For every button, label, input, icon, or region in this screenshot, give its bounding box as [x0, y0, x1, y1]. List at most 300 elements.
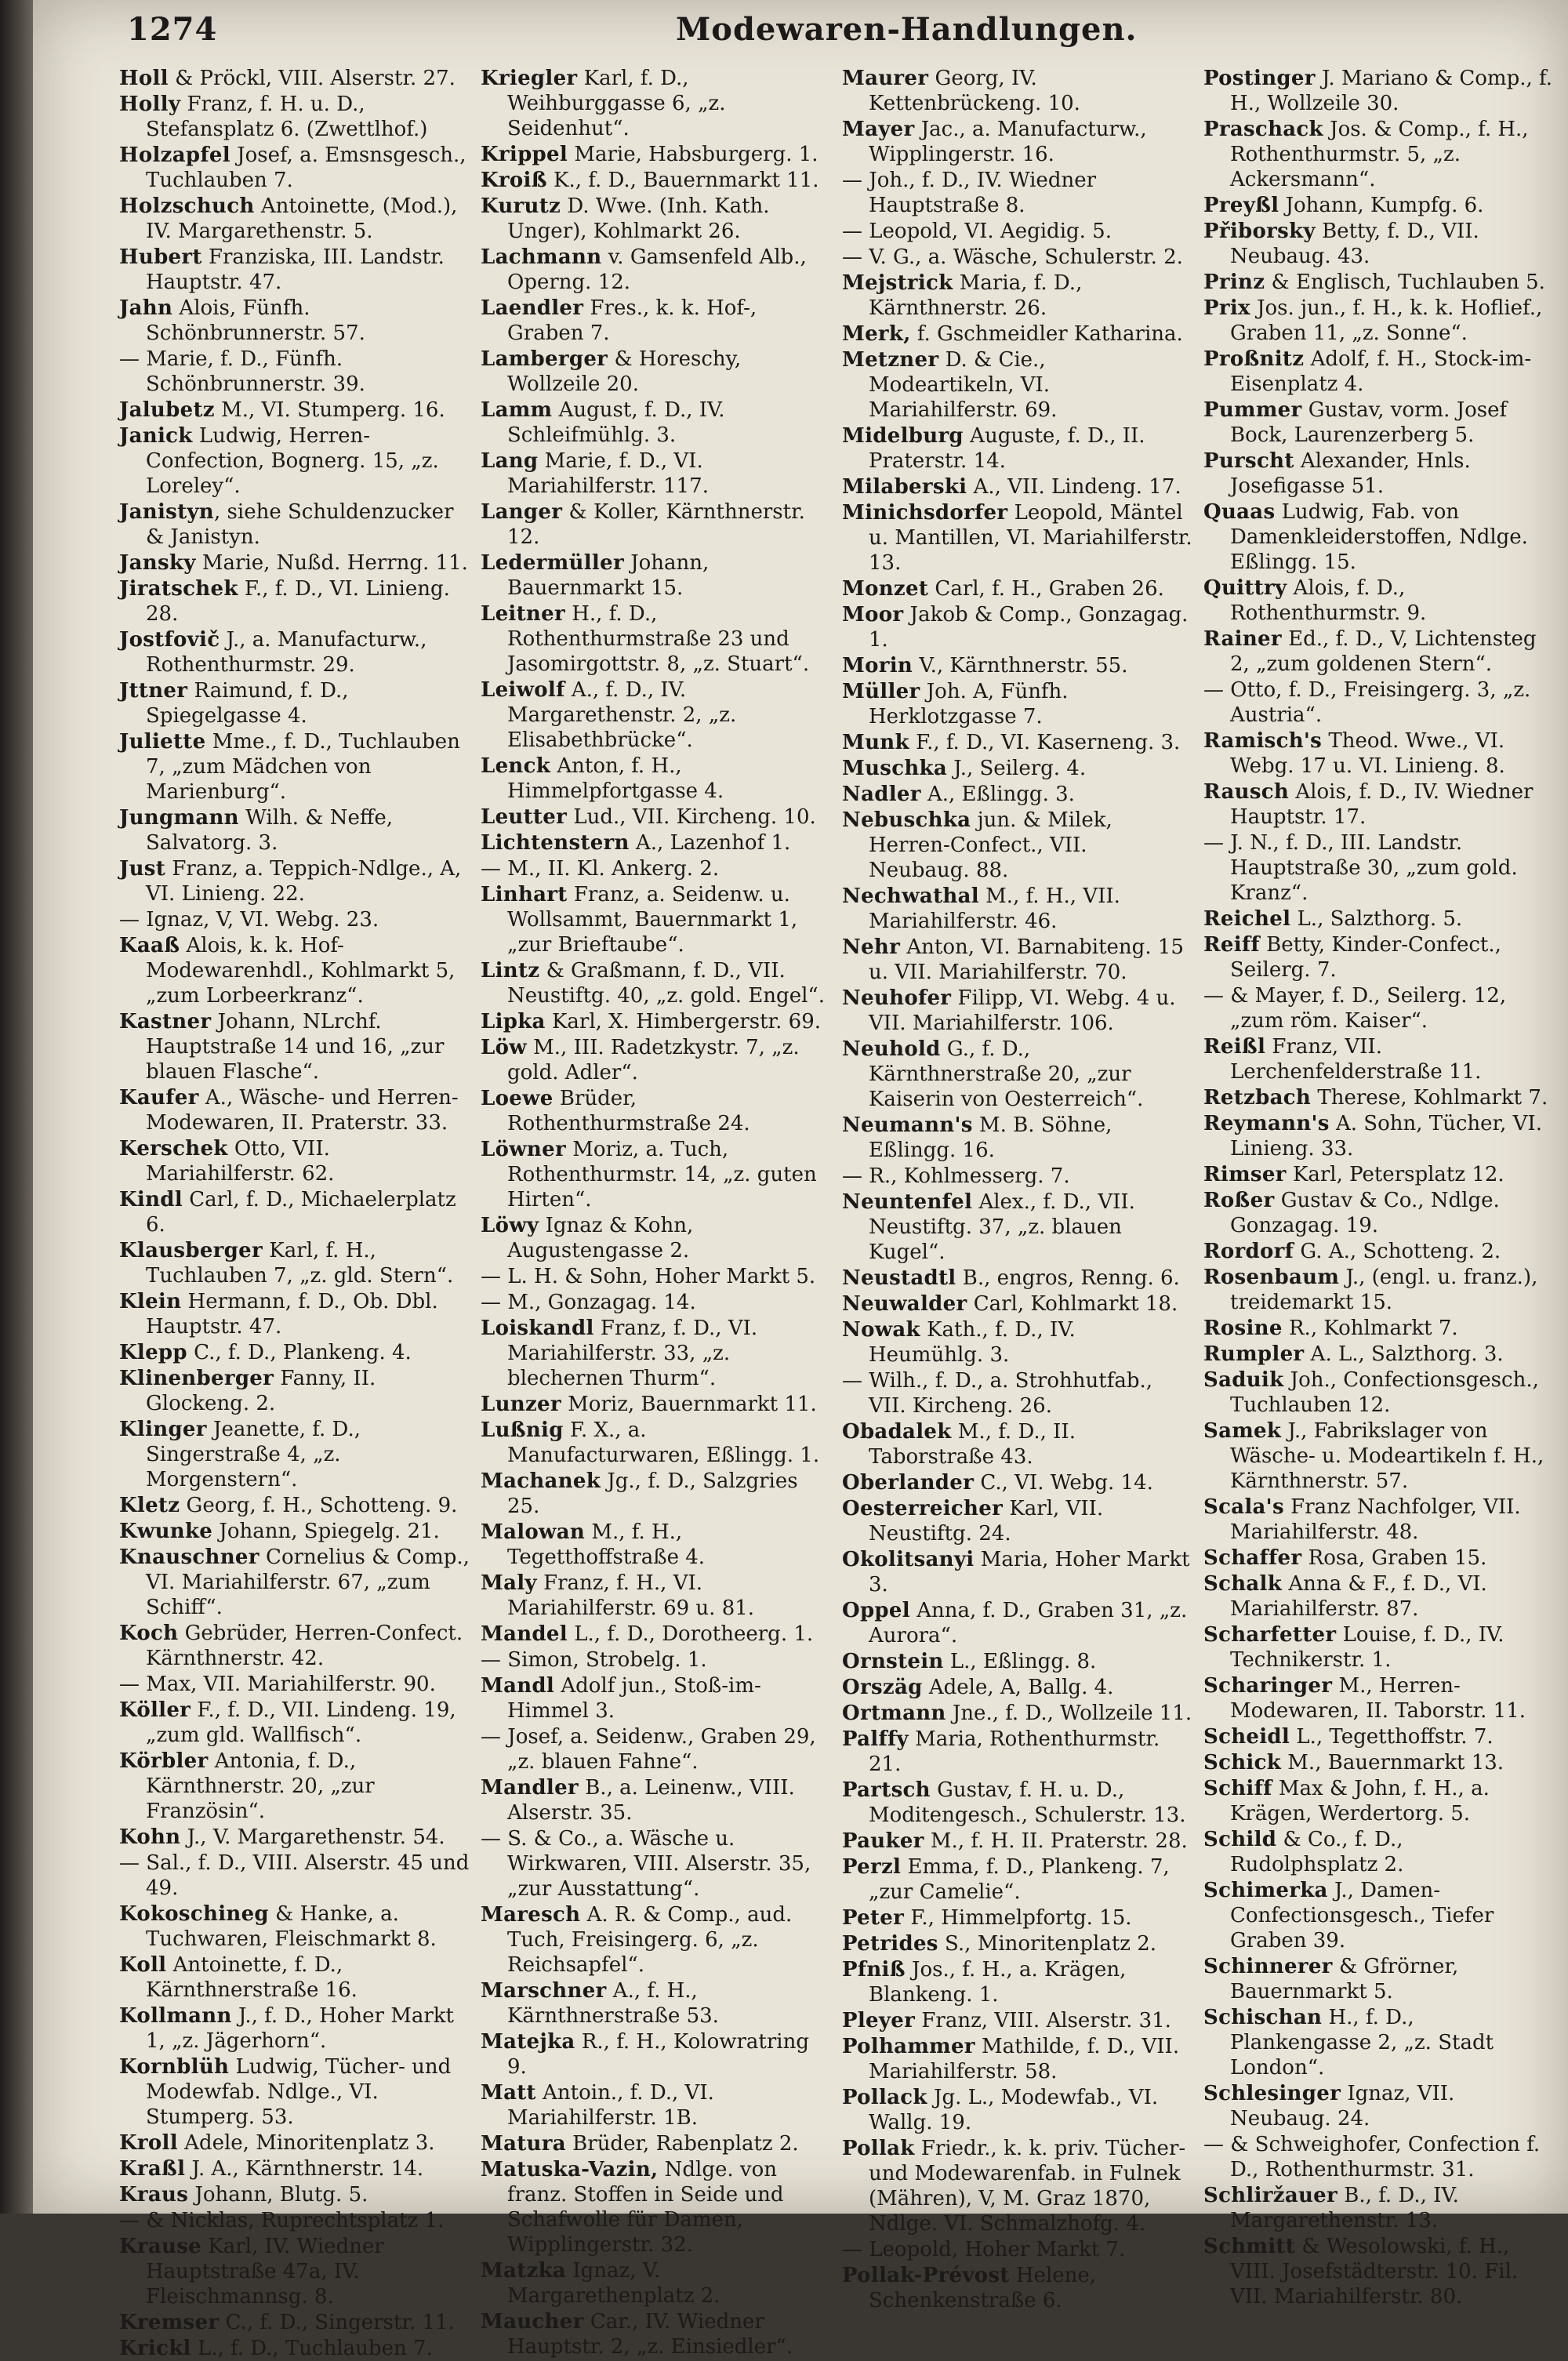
entry-name: Kohn: [119, 1825, 181, 1849]
entry-name: Leutter: [481, 805, 568, 829]
entry-name: Leiwolf: [481, 678, 565, 702]
entry-name: Pummer: [1203, 398, 1302, 422]
directory-entry: [842, 321, 1192, 347]
entry-details: Filipp, VI. Webg. 4 u. VII. Mariahilferstr. 106.: [869, 986, 1176, 1035]
entry-details: Friedr., k. k. priv. Tücher- und Modewarenfab. in Fulnek (Mähren), V, M. Graz 1870, Ndlge. VI. Schmalzhofg. 4.: [869, 2137, 1186, 2236]
directory-entry: [119, 1621, 470, 1671]
entry-details: — Ignaz, V, VI. Webg. 23.: [119, 908, 379, 932]
column-1: [119, 66, 470, 2360]
directory-entry: [481, 2157, 831, 2257]
entry-name: Janick: [119, 424, 193, 448]
entry-name: Quittry: [1203, 576, 1287, 600]
directory-entry: [842, 1291, 1192, 1317]
entry-details: Anton, VI. Barnabiteng. 15 u. VII. Mariahilferstr. 70.: [869, 935, 1184, 984]
entry-name: Mejstrick: [842, 271, 953, 295]
entry-name: Perzl: [842, 1855, 902, 1879]
entry-details: Fanny, II. Glockeng. 2.: [146, 1367, 376, 1415]
entry-details: Josef, a. Emsnsgesch., Tuchlauben 7.: [146, 143, 466, 192]
entry-name: Polhammer: [842, 2035, 975, 2058]
entry-name: Schaffer: [1203, 1546, 1302, 1570]
directory-entry: [481, 194, 831, 244]
directory-entry: [481, 2080, 831, 2130]
entry-name: Machanek: [481, 1469, 601, 1493]
directory-entry: [1203, 2081, 1554, 2131]
entry-details: Gustav, vorm. Josef Bock, Laurenzerberg 5.: [1230, 398, 1508, 447]
entry-name: Pfniß: [842, 1958, 906, 1981]
entry-details: f. Gschmeidler Katharina.: [910, 322, 1183, 346]
directory-entry: [1203, 1954, 1554, 2004]
directory-entry: [481, 2131, 831, 2156]
directory-entry: [481, 347, 831, 397]
entry-details: K., f. D., Bauernmarkt 11.: [546, 169, 819, 192]
entry-name: Reißl: [1203, 1035, 1266, 1059]
entry-name: Scharinger: [1203, 1674, 1333, 1698]
entry-name: Holly: [119, 93, 181, 116]
entry-details: Fres., k. k. Hof-, Graben 7.: [507, 296, 757, 345]
directory-entry: [1203, 1265, 1554, 1315]
entry-details: A., f. H., Kärnthnerstraße 53.: [507, 1979, 719, 2028]
section-title: Modewaren-Handlungen.: [676, 11, 1138, 48]
entry-details: Moriz, Bauernmarkt 11.: [561, 1393, 817, 1416]
entry-details: Karl, X. Himbergerstr. 69.: [545, 1010, 822, 1033]
entry-details: J., V. Margarethenstr. 54.: [180, 1825, 445, 1849]
entry-details: F., f. D., VII. Lindeng. 19, „zum gld. Wallfisch“.: [146, 1698, 456, 1747]
entry-name: Pollak: [842, 2137, 915, 2160]
entry-name: Ledermüller: [481, 551, 624, 575]
entry-name: Lunzer: [481, 1393, 561, 1416]
directory-entry: [119, 2130, 470, 2156]
entry-name: Jansky: [119, 551, 196, 575]
directory-entry: [842, 474, 1192, 499]
entry-name: Rordorf: [1203, 1240, 1294, 1263]
entry-details: Mme., f. D., Tuchlauben 7, „zum Mädchen von Marienburg“.: [146, 730, 460, 804]
entry-name: Oesterreicher: [842, 1497, 1004, 1520]
entry-name: Mandl: [481, 1674, 555, 1698]
entry-name: Schiff: [1203, 1777, 1272, 1800]
entry-name: Munk: [842, 731, 909, 754]
entry-name: Schinnerer: [1203, 1955, 1333, 1978]
entry-name: Matt: [481, 2081, 536, 2105]
directory-entry: [1203, 1827, 1554, 1877]
entry-details: Franziska, III. Landstr. Hauptstr. 47.: [146, 245, 445, 294]
directory-entry: [842, 1598, 1192, 1648]
entry-name: Preyßl: [1203, 194, 1279, 217]
entry-details: M., f. H., VII. Mariahilferstr. 46.: [869, 884, 1120, 933]
directory-entry: [481, 1290, 831, 1315]
entry-details: — Leopold, VI. Aegidig. 5.: [842, 220, 1112, 243]
entry-details: Ignaz, V. Margarethenplatz 2.: [507, 2259, 720, 2308]
entry-name: Krickl: [119, 2337, 191, 2360]
entry-details: Lud., VII. Kircheng. 10.: [567, 805, 816, 829]
entry-details: Johann, Spiegelg. 21.: [212, 1520, 440, 1543]
directory-entry: [119, 2003, 470, 2054]
entry-details: Jos. & Comp., f. H., Rothenthurmstr. 5, „z. Ackersmann“.: [1230, 118, 1529, 191]
directory-entry: [1203, 1034, 1554, 1084]
directory-entry: [1203, 1622, 1554, 1673]
entry-details: A., Wäsche- und Herren-Modewaren, II. Praterstr. 33.: [146, 1086, 459, 1135]
entry-name: Oppel: [842, 1599, 910, 1622]
entry-details: Alex., f. D., VII. Neustiftg. 37, „z. blauen Kugel“.: [869, 1190, 1135, 1264]
entry-details: — L. H. & Sohn, Hoher Markt 5.: [481, 1265, 816, 1288]
directory-entry: [119, 347, 470, 397]
entry-name: Ramisch's: [1203, 729, 1323, 753]
entry-name: Okolitsanyi: [842, 1548, 975, 1571]
entry-name: Retzbach: [1203, 1086, 1312, 1110]
entry-details: Maria, f. D., Kärnthnerstr. 26.: [869, 271, 1083, 320]
entry-name: Merk,: [842, 322, 911, 346]
directory-entry: [119, 398, 470, 423]
entry-name: Schild: [1203, 1828, 1277, 1851]
entry-name: Rumpler: [1203, 1342, 1305, 1366]
entry-details: Theod. Wwe., VI. Webg. 17 u. VI. Linieng. 8.: [1230, 729, 1505, 778]
entry-name: Lintz: [481, 959, 540, 983]
directory-entry: [119, 1698, 470, 1748]
entry-name: Löwner: [481, 1138, 566, 1161]
directory-entry: [119, 1672, 470, 1697]
directory-entry: [1203, 117, 1554, 192]
directory-entry: [119, 729, 470, 805]
entry-details: Louise, f. D., IV. Technikerstr. 1.: [1230, 1623, 1504, 1672]
directory-entry: [842, 1496, 1192, 1546]
entry-details: F., f. D., VI. Kaserneng. 3.: [909, 731, 1181, 754]
entry-details: B., f. D., IV. Margarethenstr. 13.: [1230, 2184, 1459, 2232]
directory-entry: [481, 1213, 831, 1263]
entry-details: Franz, VII. Lerchenfelderstraße 11.: [1230, 1035, 1482, 1084]
entry-name: Kerschek: [119, 1137, 228, 1161]
entry-details: Franz, f. D., VI. Mariahilferstr. 33, „z. blechernen Thurm“.: [507, 1317, 758, 1390]
entry-details: Maria, Rothenthurmstr. 21.: [869, 1727, 1160, 1776]
entry-details: S., Minoritenplatz 2.: [938, 1932, 1157, 1956]
entry-details: Franz, a. Seidenw. u. Wollsammt, Bauernmarkt 1, „zur Brieftaube“.: [507, 883, 798, 957]
directory-entry: [119, 2182, 470, 2207]
directory-entry: [1203, 906, 1554, 932]
directory-entry: [842, 1829, 1192, 1854]
directory-entry: [842, 423, 1192, 474]
entry-name: Hubert: [119, 245, 202, 269]
directory-entry: [481, 1316, 831, 1391]
entry-details: jun. & Milek, Herren-Confect., VII. Neubaug. 88.: [869, 808, 1112, 882]
entry-name: Krippel: [481, 143, 568, 166]
entry-details: Johann, Bauernmarkt 15.: [507, 551, 710, 600]
entry-name: Kriegler: [481, 67, 578, 90]
directory-entry: [481, 1902, 831, 1978]
entry-name: Kwunke: [119, 1520, 213, 1543]
entry-name: Orszäg: [842, 1676, 923, 1699]
directory-entry: [119, 1187, 470, 1237]
entry-name: Partsch: [842, 1778, 931, 1802]
directory-entry: [842, 117, 1192, 167]
entry-name: Pollack: [842, 2086, 927, 2109]
entry-name: Koch: [119, 1622, 179, 1645]
entry-name: Matuska-Vazin,: [481, 2158, 659, 2181]
entry-details: — Marie, f. D., Fünfh. Schönbrunnerstr. 39.: [119, 347, 365, 396]
entry-name: Scala's: [1203, 1495, 1284, 1519]
entry-name: Kroll: [119, 2131, 178, 2155]
entry-name: Lußnig: [481, 1418, 564, 1442]
entry-name: Rosine: [1203, 1317, 1283, 1340]
entry-details: Adele, A, Ballg. 4.: [922, 1676, 1114, 1699]
entry-details: Franz, VIII. Alserstr. 31.: [915, 2009, 1171, 2032]
entry-details: Marie, Nußd. Herrng. 11.: [195, 551, 468, 575]
entry-details: Helene, Schenkenstraße 6.: [869, 2264, 1097, 2312]
directory-entry: [1203, 2005, 1554, 2080]
entry-name: Oberlander: [842, 1471, 975, 1495]
directory-entry: [1203, 1342, 1554, 1367]
directory-entry: [119, 1238, 470, 1288]
directory-entry: [842, 1317, 1192, 1368]
entry-details: & Horeschy, Wollzeile 20.: [507, 347, 742, 396]
entry-details: Ludwig, Herren-Confection, Bognerg. 15, „z. Loreley“.: [146, 424, 439, 498]
directory-entry: [1203, 449, 1554, 499]
entry-name: Löw: [481, 1036, 527, 1059]
entry-name: Nadler: [842, 783, 921, 806]
directory-entry: [842, 1931, 1192, 1956]
directory-entry: [842, 1649, 1192, 1674]
entry-details: — & Mayer, f. D., Seilerg. 12, „zum röm. Kaiser“.: [1203, 984, 1507, 1033]
directory-entry: [481, 1009, 831, 1034]
entry-details: & Koller, Kärnthnerstr. 12.: [507, 500, 805, 549]
entry-name: Langer: [481, 500, 563, 524]
entry-details: Antonia, f. D., Kärnthnerstr. 20, „zur Französin“.: [146, 1749, 375, 1823]
directory-entry: [842, 1547, 1192, 1597]
directory-entry: [119, 423, 470, 499]
entry-name: Lang: [481, 449, 539, 473]
entry-details: & Englisch, Tuchlauben 5.: [1265, 271, 1545, 294]
directory-entry: [842, 1419, 1192, 1469]
entry-details: J., Fabrikslager von Wäsche- u. Modeartikeln f. H., Kärnthnerstr. 57.: [1230, 1419, 1544, 1493]
directory-entry: [481, 2029, 831, 2079]
directory-entry: [842, 1164, 1192, 1189]
entry-details: F., Himmelpfortg. 15.: [904, 1906, 1132, 1930]
directory-entry: [1203, 1162, 1554, 1187]
directory-entry: [119, 499, 470, 550]
entry-name: Schliržauer: [1203, 2184, 1338, 2207]
entry-name: Mandel: [481, 1622, 568, 1646]
directory-entry: [842, 1905, 1192, 1931]
entry-name: Maresch: [481, 1903, 581, 1927]
directory-entry: [842, 1778, 1192, 1828]
entry-name: Malowan: [481, 1520, 586, 1544]
entry-details: Alois, f. D., Rothenthurmstr. 9.: [1230, 576, 1427, 625]
entry-name: Kletz: [119, 1494, 180, 1517]
entry-name: Koll: [119, 1953, 167, 1977]
directory-entry: [481, 1571, 831, 1621]
entry-details: v. Gamsenfeld Alb., Operng. 12.: [507, 245, 807, 294]
entry-name: Nechwathal: [842, 884, 979, 908]
directory-entry: [842, 653, 1192, 678]
entry-name: Klinenberger: [119, 1367, 274, 1390]
directory-entry: [119, 550, 470, 576]
entry-name: Körbler: [119, 1749, 209, 1773]
entry-details: Jos., f. H., a. Krägen, Blankeng. 1.: [869, 1958, 1127, 2007]
entry-details: & Hanke, a. Tuchwaren, Fleischmarkt 8.: [146, 1902, 437, 1951]
entry-name: Metzner: [842, 348, 939, 372]
directory-entry: [481, 398, 831, 448]
entry-name: Maurer: [842, 67, 929, 90]
entry-name: Samek: [1203, 1419, 1282, 1443]
entry-name: Minichsdorfer: [842, 501, 1008, 525]
entry-details: D. & Cie., Modeartikeln, VI. Mariahilferstr. 69.: [869, 348, 1058, 422]
entry-name: Maucher: [481, 2310, 584, 2334]
directory-entry: [481, 1392, 831, 1417]
directory-entry: [842, 2136, 1192, 2236]
entry-details: Betty, f. D., VII. Neubaug. 43.: [1230, 220, 1479, 268]
directory-entry: [119, 805, 470, 855]
entry-name: Matzka: [481, 2259, 567, 2283]
directory-entry: [119, 856, 470, 906]
entry-name: Nowak: [842, 1318, 920, 1342]
directory-entry: [481, 1469, 831, 1519]
entry-details: Anton, f. H., Himmelpfortgasse 4.: [507, 754, 724, 803]
column-3: [842, 66, 1192, 2312]
entry-details: Therese, Kohlmarkt 7.: [1311, 1086, 1548, 1110]
entry-name: Neuwalder: [842, 1292, 967, 1316]
entry-details: & Graßmann, f. D., VII. Neustiftg. 40, „z. gold. Engel“.: [507, 959, 825, 1008]
entry-name: Neustadtl: [842, 1266, 956, 1290]
entry-name: Mandler: [481, 1776, 579, 1800]
entry-name: Quaas: [1203, 500, 1276, 524]
directory-entry: [481, 1673, 831, 1724]
directory-entry: [1203, 779, 1554, 830]
entry-details: Jg., f. D., Salzgries 25.: [507, 1469, 798, 1518]
directory-entry: [119, 1289, 470, 1339]
column-4: [1203, 66, 1554, 2308]
entry-details: — Joh., f. D., IV. Wiedner Hauptstraße 8.: [842, 169, 1097, 217]
entry-details: D. Wwe. (Inh. Kath. Unger), Kohlmarkt 26.: [507, 194, 770, 243]
entry-details: J., Seilerg. 4.: [947, 757, 1087, 780]
entry-details: Jne., f. D., Wollzeile 11.: [946, 1702, 1192, 1725]
directory-entry: [481, 66, 831, 141]
directory-entry: [1203, 1673, 1554, 1724]
entry-details: Wilh. & Neffe, Salvatorg. 3.: [146, 806, 393, 855]
entry-name: Kaaß: [119, 934, 180, 957]
entry-details: Otto, VII. Mariahilferstr. 62.: [146, 1137, 335, 1186]
directory-entry: [1203, 1188, 1554, 1238]
directory-entry: [481, 296, 831, 346]
entry-details: M., f. H., Tegetthoffstraße 4.: [507, 1520, 706, 1569]
entry-name: Pollak-Prévost: [842, 2264, 1010, 2287]
directory-entry: [119, 1340, 470, 1365]
entry-details: Mathilde, f. D., VII. Mariahilferstr. 58.: [869, 2035, 1180, 2083]
entry-name: Lenck: [481, 754, 551, 778]
directory-entry: [842, 1266, 1192, 1291]
directory-entry: [842, 782, 1192, 807]
entry-details: Ndlge. von franz. Stoffen in Seide und Schafwolle für Damen, Wipplingerstr. 32.: [507, 2158, 784, 2257]
entry-details: Raimund, f. D., Spiegelgasse 4.: [146, 679, 349, 728]
entry-details: A., Lazenhof 1.: [629, 831, 791, 855]
entry-details: Marie, Habsburgerg. 1.: [568, 143, 818, 166]
entry-name: Neuhold: [842, 1037, 941, 1061]
entry-details: M., Herren-Modewaren, II. Taborstr. 11.: [1230, 1674, 1526, 1723]
directory-entry: [1203, 677, 1554, 728]
directory-entry: [481, 958, 831, 1008]
directory-entry: [481, 1826, 831, 1902]
directory-entry: [1203, 1495, 1554, 1545]
entry-details: Ignaz & Kohn, Augustengasse 2.: [507, 1214, 694, 1262]
entry-name: Klausberger: [119, 1239, 263, 1262]
directory-entry: [842, 2085, 1192, 2135]
directory-entry: [119, 66, 470, 91]
directory-entry: [842, 576, 1192, 601]
entry-name: Milaberski: [842, 475, 967, 499]
directory-entry: [1203, 347, 1554, 397]
entry-name: Jalubetz: [119, 398, 215, 422]
entry-name: Laendler: [481, 296, 584, 320]
entry-details: — J. N., f. D., III. Landstr. Hauptstraße 30, „zum gold. Kranz“.: [1203, 831, 1518, 905]
entry-name: Jostfovič: [119, 628, 220, 652]
entry-name: Löwy: [481, 1214, 539, 1237]
directory-entry: [119, 627, 470, 677]
directory-entry: [481, 1418, 831, 1468]
directory-entry: [842, 1037, 1192, 1112]
entry-name: Prinz: [1203, 271, 1265, 294]
directory-entry: [119, 1952, 470, 2003]
directory-entry: [119, 143, 470, 193]
entry-name: Nehr: [842, 935, 901, 959]
entry-details: Moriz, a. Tuch, Rothenthurmstr. 14, „z. guten Hirten“.: [507, 1138, 817, 1211]
entry-details: Franz, f. H., VI. Mariahilferstr. 69 u. 81.: [507, 1571, 755, 1620]
directory-entry: [842, 271, 1192, 321]
directory-entry: [119, 1136, 470, 1186]
entry-name: Roßer: [1203, 1189, 1275, 1212]
entry-name: Rosenbaum: [1203, 1266, 1340, 1289]
entry-details: Antoinette, (Mod.), IV. Margarethenstr. 5.: [146, 194, 458, 243]
entry-name: Holzapfel: [119, 143, 230, 167]
entry-details: August, f. D., IV. Schleifmühlg. 3.: [507, 398, 725, 447]
entry-name: Lamberger: [481, 347, 608, 371]
entry-details: Antoinette, f. D., Kärnthnerstraße 16.: [146, 1953, 358, 2002]
entry-details: — Josef, a. Seidenw., Graben 29, „z. blauen Fahne“.: [481, 1725, 816, 1774]
entry-details: — Max, VII. Mariahilferstr. 90.: [119, 1673, 436, 1696]
entry-details: C., f. D., Plankeng. 4.: [187, 1341, 412, 1364]
directory-entry: [1203, 1368, 1554, 1418]
entry-name: Ornstein: [842, 1650, 944, 1673]
directory-entry: [481, 1086, 831, 1136]
entry-details: Antoin., f. D., VI. Mariahilferstr. 1B.: [507, 2081, 714, 2130]
directory-entry: [481, 245, 831, 295]
directory-entry: [842, 756, 1192, 781]
entry-details: Karl, IV. Wiedner Hauptstraße 47a, IV. Fleischmannsg. 8.: [146, 2235, 384, 2308]
directory-entry: [842, 884, 1192, 934]
entry-name: Pauker: [842, 1829, 924, 1853]
entry-name: Pleyer: [842, 2009, 916, 2032]
directory-entry: [1203, 219, 1554, 269]
directory-entry: [842, 730, 1192, 755]
entry-details: F., f. D., VI. Linieng. 28.: [146, 577, 450, 626]
entry-details: Johann, Kumpfg. 6.: [1279, 194, 1484, 217]
entry-details: & Wesolowski, f. H., VIII. Josefstädterstr. 10. Fil. VII. Mariahilferstr. 80.: [1230, 2235, 1519, 2308]
entry-details: Adolf jun., Stoß-im-Himmel 3.: [507, 1674, 761, 1723]
entry-name: Moor: [842, 603, 904, 627]
entry-details: F. X., a. Manufacturwaren, Eßlingg. 1.: [507, 1418, 820, 1467]
entry-name: Leitner: [481, 602, 565, 626]
entry-details: M. B. Söhne, Eßlingg. 16.: [869, 1113, 1112, 1162]
entry-details: Hermann, f. D., Ob. Dbl. Hauptstr. 47.: [146, 1290, 438, 1339]
entry-name: Lichtenstern: [481, 831, 630, 855]
entry-details: — & Nicklas, Ruprechtsplatz 1.: [119, 2209, 445, 2232]
directory-entry: [842, 986, 1192, 1036]
directory-entry: [1203, 193, 1554, 218]
directory-entry: [842, 1190, 1192, 1265]
entry-name: Kaufer: [119, 1086, 199, 1110]
entry-name: Kraus: [119, 2183, 189, 2207]
entry-details: Betty, Kinder-Confect., Seilerg. 7.: [1230, 933, 1501, 982]
entry-name: Proßnitz: [1203, 347, 1305, 371]
directory-entry: [1203, 627, 1554, 677]
directory-entry: [842, 2237, 1192, 2262]
entry-name: Maly: [481, 1571, 537, 1595]
entry-details: G., f. D., Kärnthnerstraße 20, „zur Kaiserin von Oesterreich“.: [869, 1037, 1144, 1111]
